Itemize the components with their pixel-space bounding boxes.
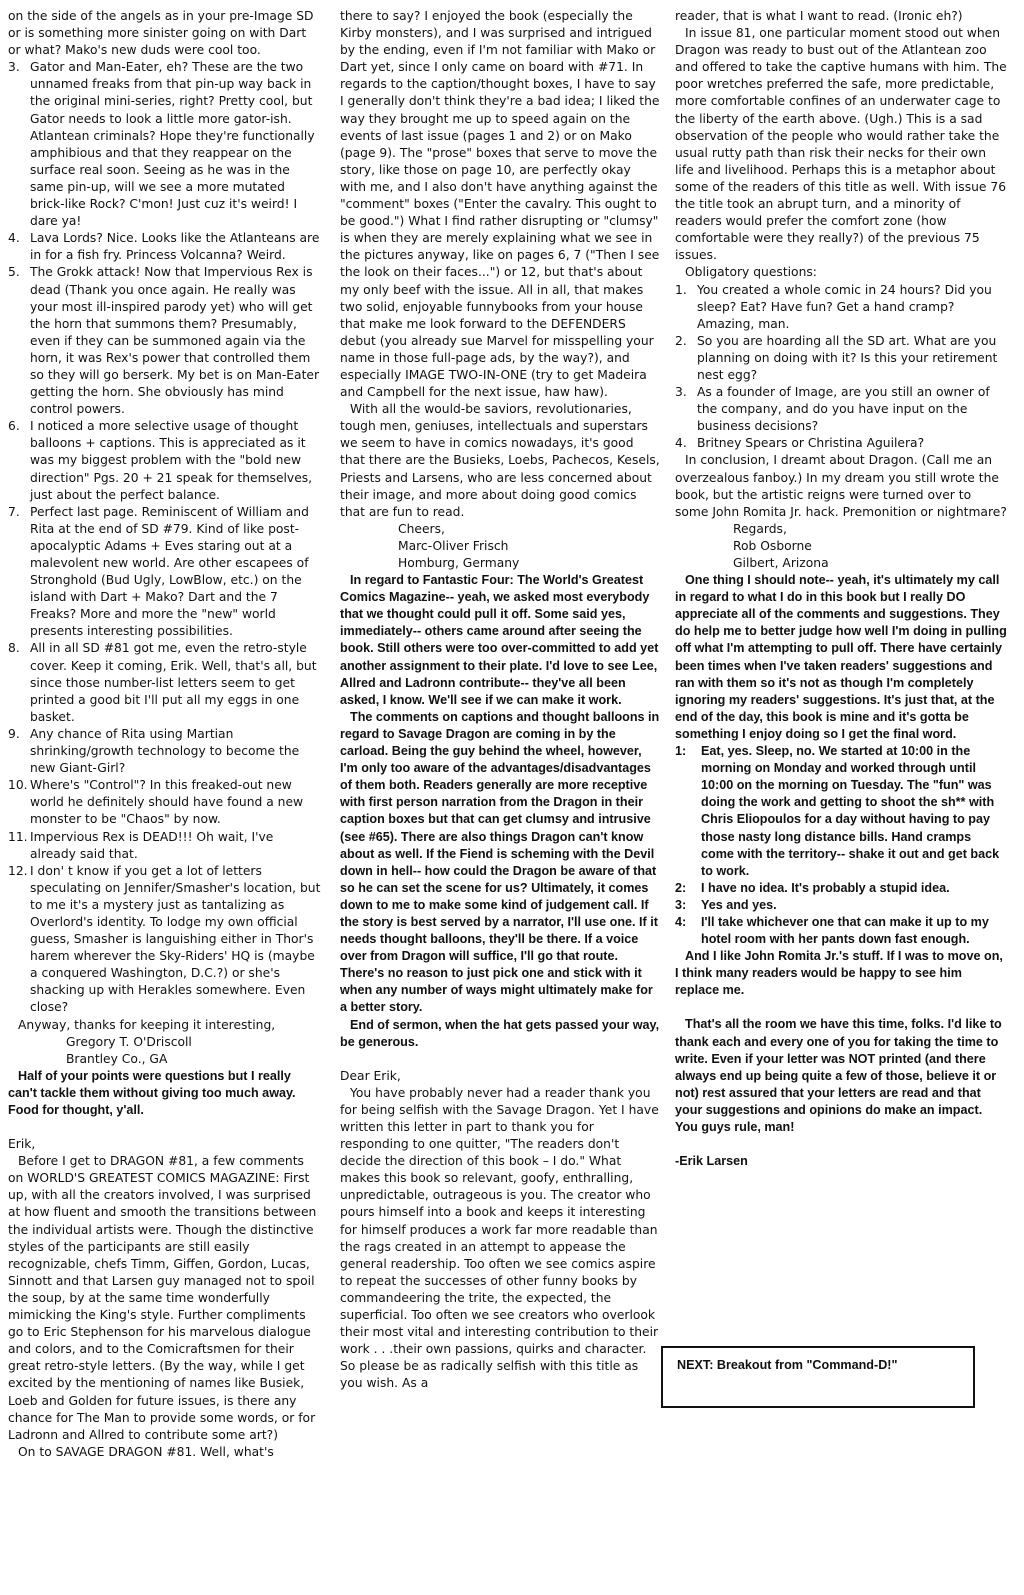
signature-close: Regards,: [733, 521, 787, 536]
letter-paragraph: On to SAVAGE DRAGON #81. Well, what's: [18, 1444, 274, 1459]
signature-place: Gilbert, Arizona: [733, 556, 829, 570]
list-item: 7. Perfect last page. Reminiscent of William and Rita at the end of SD #79. Kind of like post-apocalyptic Adams + Eves staring out at a malevolent new world. Are other escapees of Stronghold (Bud Ugly, LowBlow, etc.) on the island with Dart + Mako? Dart and the 7 Freaks? More and more the "new" world presents interesting possibilities.: [8, 504, 309, 639]
editor-reply: In regard to Fantastic Four: The World's Greatest Comics Magazine-- yeah, we asked most everybody that we thought could pull it off. Some said yes, immediately-- others came around after seeing the book. Still others were too over-committed to add yet another assignment to their plate. I'd love to see Lee, Allred and Ladronn contribute-- they've all been asked, I know. We'll see if we can make it work.: [340, 573, 659, 707]
editor-reply: The comments on captions and thought balloons in regard to Savage Dragon are coming in by the carload. Being the guy behind the wheel, however, I'm only too aware of the advantages/disadvantages of them both. Readers generally are more receptive with first person narration from the Dragon in their caption boxes but that can get clumsy and intrusive (see #65). There are also things Dragon can't know about as well. If the Fiend is scheming with the Devil down in hell-- how could the Dragon be aware of that so he can set the scene for us? Ultimately, it comes down to me to make some kind of judgement call. If the story is best served by a narrator, I'll use one. If it needs thought balloons, they'll be there. If a voice over from Dragon will suffice, I'll go that route. There's no reason to just pick one and stick with it when any number of ways might ultimately make for a better story.: [340, 709, 660, 1015]
list-item: 12. I don' t know if you get a lot of letters speculating on Jennifer/Smasher's location, but to me it's a mystery just as tantalizing as Overlord's identity. To lodge my own official guess, Smasher is languishing either in Thor's harem wherever the Sky-Riders' HQ is (maybe a conquered Washington, D.C.?) or she's shacking up with Herakles somewhere. Even close?: [8, 863, 321, 1015]
signature-place: Homburg, Germany: [398, 556, 520, 570]
list-item: 2: I have no idea. It's probably a stupid idea.: [675, 880, 950, 895]
list-item: 3. As a founder of Image, are you still an owner of the company, and do you have input on the business decisions?: [675, 385, 990, 434]
list-item: 4. Britney Spears or Christina Aguilera?: [675, 436, 925, 451]
closing-paragraph: That's all the room we have this time, folks. I'd like to thank each and every one of you for taking the time to write. Even if your letter was NOT printed (and there always end up being quite a few of those, believe it or not) rest assured that your letters are read and that your suggestions and opinions do make an impact. You guys rule, man!: [675, 1017, 1002, 1134]
letter-salutation: Erik,: [8, 1137, 36, 1152]
list-item: 6. I noticed a more selective usage of thought balloons + captions. This is appreciated as it was my biggest problem with the "bold new direction" Pgs. 20 + 21 speak for themselves, just about the perfect balance.: [8, 419, 313, 502]
list-item: 8. All in all SD #81 got me, even the retro-style cover. Keep it coming, Erik. Well, that's all, but since those number-list letters seem to get printed a good bit I'll put all my eggs in one basket.: [8, 641, 317, 724]
list-item: 3: Yes and yes.: [675, 897, 777, 912]
editor-reply: Half of your points were questions but I really can't tackle them without giving too much away. Food for thought, y'all.: [8, 1068, 296, 1117]
next-issue-box: [661, 1346, 975, 1408]
next-issue-text: NEXT: Breakout from "Command-D!": [677, 1358, 898, 1372]
numbered-list: [8, 59, 322, 1016]
editor-reply: End of sermon, when the hat gets passed your way, be generous.: [340, 1017, 660, 1049]
list-item: 1. You created a whole comic in 24 hours? Did you sleep? Eat? Have fun? Get a hand cramp? Amazing, man.: [675, 282, 992, 331]
list-item: 11. Impervious Rex is DEAD!!! Oh wait, I've already said that.: [8, 829, 274, 861]
editor-reply: And I like John Romita Jr.'s stuff. If I was to move on, I think many readers would be happy to see him replace me.: [675, 949, 1003, 998]
signature-name: Marc-Oliver Frisch: [398, 538, 509, 553]
list-item: 9. Any chance of Rita using Martian shrinking/growth technology to become the new Giant-Girl?: [8, 726, 300, 776]
letter-paragraph: Before I get to DRAGON #81, a few comments on WORLD'S GREATEST COMICS MAGAZINE: First up, with all the creators involved, I was surprised at how fluent and smooth the transitions between the individual artists were. Though the distinctive styles of the participants are still easily recognizable, chefs Timm, Giffen, Gordon, Lucas, Sinnott and that Larsen guy managed not to spoil the soup, by at the same time wonderfully mimicking the King's style. Further compliments go to Eric Stephenson for his marvelous dialogue and colors, and to the Comicraftsmen for their great retro-style letters. (By the way, while I get excited by the mentioning of names like Busiek, Loeb and Golden for future issues, is there any chance for The Man to provide some words, or for Ladronn and Allred to contribute some art?): [8, 1154, 317, 1442]
letter-paragraph: With all the would-be saviors, revolutionaries, tough men, geniuses, intellectuals and superstars we seem to have in comics nowadays, it's good that there are the Busieks, Loebs, Pachecos, Kesels, Priests and Larsens, who are less concerned about their image, and more about doing good comics that are fun to read.: [340, 402, 660, 519]
letter-paragraph: there to say? I enjoyed the book (especially the Kirby monsters), and I was surprised and intrigued by the ending, even if I'm not familiar with Mako or Dart yet, since I only came on board with #71. In regards to the caption/thought boxes, I have to say I generally don't think they're a bad idea; I liked the way they brought me up to speed again on the events of last issue (pages 1 and 2) or on Mako (page 9). The "prose" boxes that serve to move the story, like those on page 10, are perfectly okay with me, and I also don't have anything against the "comment" boxes ("Enter the cavalry. This ought to be good.") What I find rather disrupting or "clumsy" is when they are merely explaining what we see in the pictures anyway, like on pages 6, 7 ("Then I see the look on their faces...") or 12, but that's about my only beef with the issue. All in all, that makes two solid, enjoyable funnybooks from your house that make me look forward to the DEFENDERS debut (you already sue Marvel for misspelling your name in those full-page ads, by the way?), and especially IMAGE TWO-IN-ONE (try to get Madeira and Campbell for the next issue, haw haw).: [340, 9, 660, 400]
list-item: 4. Lava Lords? Nice. Looks like the Atlanteans are in for a fish fry. Princess Volcanna? Weird.: [8, 231, 320, 263]
letter-paragraph: You have probably never had a reader thank you for being selfish with the Savage Dragon. Yet I have written this letter in part to thank you for responding to one quitter, "The readers don't decide the direction of this book – I do." What makes this book so relevant, goofy, enthralling, unpredictable, outrageous is you. The creator who pours himself into a book and keeps it interesting for himself produces a work far more readable than the rags created in an attempt to appease the general readership. Too often we see comics aspire to repeat the successes of other funny books by commandeering the trite, the expected, the superficial. Too often we see creators who overlook their most vital and interesting contribution to their work . . .their own passions, quirks and character. So please be as radically selfish with this title as you wish. As a: [340, 1085, 659, 1391]
list-item: 3. Gator and Man-Eater, eh? These are the two unnamed freaks from that pin-up way back in the original mini-series, right? Pretty cool, but Gator needs to look a little more gator-ish. Atlantean criminals? Hope they're functionally amphibious and that they reappear on the surface real soon. Seeing as he was in the same pin-up, will we see a more mutated brick-like Rock? C'mon! Just cuz it's weird! I dare ya!: [8, 60, 315, 229]
signature-name: Rob Osborne: [733, 538, 812, 553]
editor-signoff: -Erik Larsen: [675, 1154, 748, 1169]
letter-closing: Anyway, thanks for keeping it interesting,: [18, 1017, 276, 1032]
column-2: [340, 8, 660, 1393]
letter-paragraph: reader, that is what I want to read. (Ironic eh?): [675, 9, 963, 23]
column-1: [8, 8, 322, 1461]
letter-continuation: on the side of the angels as in your pre-Image SD or is something more sinister going on with Dart or what? Mako's new duds were cool too.: [8, 9, 314, 58]
list-item: 5. The Grokk attack! Now that Impervious Rex is dead (Thank you once again. He really was your most ill-inspired parody yet) who will get the horn that summons them? Presumably, even if they can be summoned again via the horn, it was Rex's power that controlled them so they will go berserk. My bet is on Man-Eater getting the horn. She obviously has mind control powers.: [8, 265, 320, 417]
column-3: [675, 8, 1007, 1170]
question-list: [675, 282, 1007, 453]
signature-close: Cheers,: [398, 521, 445, 536]
list-item: 10. Where's "Control"? In this freaked-out new world he definitely should have found a new monster to be "Chaos" by now.: [8, 778, 304, 827]
letter-paragraph: In issue 81, one particular moment stood out when Dragon was ready to bust out of the Atlantean zoo and offered to take the captive humans with him. The poor wretches preferred the safe, more predictable, more comfortable confines of an underwater cage to the liberty of the earth above. (Ugh.) This is a sad observation of the people who would rather take the usual rutty path than risk their necks for their own life and livelihood. Perhaps this is a metaphor about some of the readers of this title as well. With issue 76 the title took an abrupt turn, and a minority of readers would prefer the comfort zone (how comfortable were they really?) of the previous 75 issues.: [675, 26, 1007, 263]
letter-salutation: Dear Erik,: [340, 1068, 401, 1083]
list-item: 4: I'll take whichever one that can make it up to my hotel room with her pants down fast enough.: [675, 914, 989, 947]
signature-name: Gregory T. O'Driscoll: [66, 1034, 192, 1049]
questions-heading: Obligatory questions:: [685, 265, 817, 280]
editor-reply: One thing I should note-- yeah, it's ultimately my call in regard to what I do in this book but I really DO appreciate all of the comments and suggestions. They do help me to better judge how well I'm doing in pulling off what I'm attempting to pull off. There have certainly been times when I've taken readers' suggestions and ran with them so it's not as though I'm completely ignoring my readers' suggestions. It's just that, at the end of the day, this book is mine and it's gotta be something I enjoy doing so I get the final word.: [675, 573, 1007, 741]
list-item: 2. So you are hoarding all the SD art. What are you planning on doing with it? Is this your retirement nest egg?: [675, 333, 998, 382]
answer-list: [675, 743, 1007, 948]
letter-paragraph: In conclusion, I dreamt about Dragon. (Call me an overzealous fanboy.) In my dream you still wrote the book, but the artistic reigns were turned over to some John Romita Jr. hack. Premonition or nightmare?: [675, 453, 1007, 519]
signature-place: Brantley Co., GA: [66, 1051, 168, 1066]
list-item: 1: Eat, yes. Sleep, no. We started at 10:00 in the morning on Monday and worked through until 10:00 on the morning on Tuesday. The "fun" was doing the work and getting to shoot the sh** with Chris Eliopoulos for a day without having to pay those nasty long distance bills. Hand cramps come with the territory-- shake it out and get back to work.: [675, 744, 1000, 878]
